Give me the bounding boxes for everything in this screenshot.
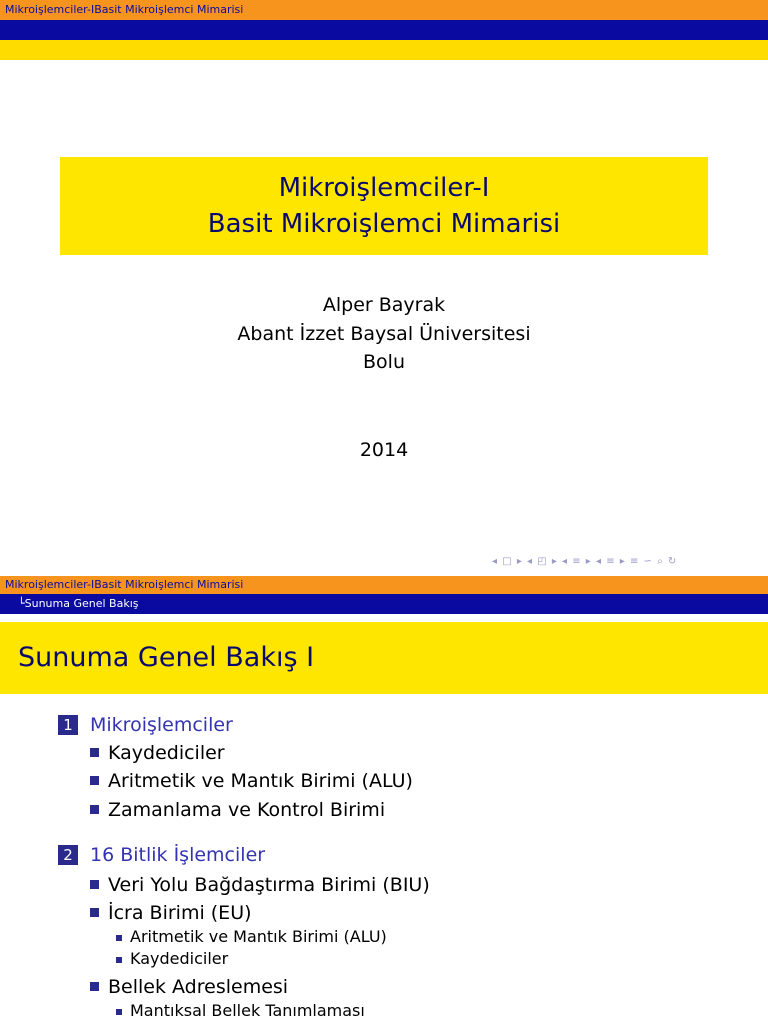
- toc-subsection[interactable]: Bellek Adreslemesi: [90, 974, 288, 1000]
- toc-subsection[interactable]: İcra Birimi (EU): [90, 900, 252, 926]
- title-box: [60, 157, 708, 255]
- toc-subsubsection[interactable]: Mantıksal Bellek Tanımlaması: [116, 1000, 365, 1022]
- toc-subsection[interactable]: Kaydediciler: [90, 740, 225, 766]
- header-orange-bar: [0, 0, 768, 20]
- presentation-subtitle: Basit Mikroişlemci Mimarisi: [207, 209, 561, 239]
- frame-title: Sunuma Genel Bakış I: [18, 642, 315, 673]
- header-blue-bar: [0, 594, 768, 614]
- header-orange-bar: [0, 576, 768, 594]
- section-label: Mikroişlemciler: [90, 714, 233, 736]
- section-label: 16 Bitlik İşlemciler: [90, 844, 266, 866]
- header-blue-bar: [0, 20, 768, 40]
- toc-subsubsection[interactable]: Aritmetik ve Mantık Birimi (ALU): [116, 926, 387, 948]
- header-title: Mikroişlemciler-IBasit Mikroişlemci Mimarisi: [5, 3, 244, 16]
- section-number: 1: [58, 715, 78, 735]
- author: Alper Bayrak: [322, 294, 446, 316]
- toc-subsection[interactable]: Aritmetik ve Mantık Birimi (ALU): [90, 768, 413, 794]
- section-number: 2: [58, 845, 78, 865]
- toc-subsection[interactable]: Zamanlama ve Kontrol Birimi: [90, 797, 385, 823]
- header-title: Mikroişlemciler-IBasit Mikroişlemci Mimarisi: [5, 578, 244, 591]
- toc-section-2[interactable]: [58, 842, 265, 868]
- date: 2014: [359, 439, 409, 461]
- toc-section-1[interactable]: [58, 712, 233, 738]
- outline-slide: [0, 576, 768, 1024]
- header-yellow-bar: [0, 40, 768, 60]
- city: Bolu: [363, 351, 405, 373]
- beamer-navigation-icons[interactable]: ◂ □ ▸ ◂ ◰ ▸ ◂ ≡ ▸ ◂ ≡ ▸ ≡ ∽ ⌕ ↻: [492, 556, 678, 567]
- toc-subsection[interactable]: Veri Yolu Bağdaştırma Birimi (BIU): [90, 872, 430, 898]
- institution: Abant İzzet Baysal Üniversitesi: [237, 323, 531, 345]
- header-section: └Sunuma Genel Bakış: [18, 597, 139, 610]
- toc-subsubsection[interactable]: Kaydediciler: [116, 948, 228, 970]
- presentation-title: Mikroişlemciler-I: [278, 173, 490, 203]
